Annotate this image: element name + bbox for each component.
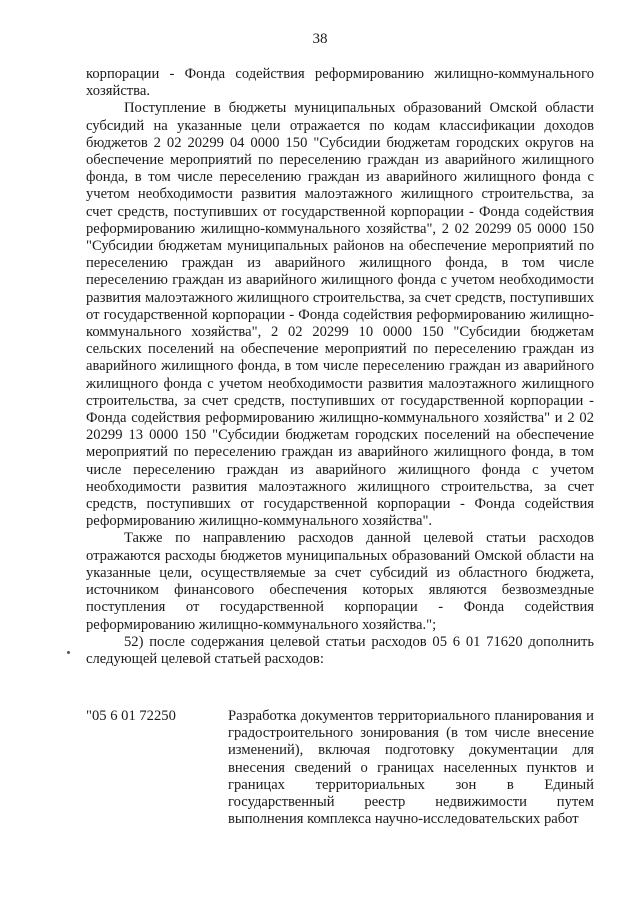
paragraph-item-52: 52) после содержания целевой статьи расходов 05 6 01 71620 дополнить следующей целевой статьей расходов: (86, 633, 594, 667)
paragraph-continuation: корпорации - Фонда содействия реформированию жилищно-коммунального хозяйства. (86, 66, 594, 100)
expense-entry-code: "05 6 01 72250 (86, 708, 176, 724)
paragraph-expenses: Также по направлению расходов данной целевой статьи расходов отражаются расходы бюджетов муниципальных образований Омской области на указанные цели, осуществляемые за счет субсидий из областного бюджета, источником финансового обеспечения которых являются безвозмездные поступления от государственной корпорации - Фонда содействия реформированию жилищно-коммунального хозяйства."; (86, 530, 594, 633)
margin-mark (67, 651, 70, 654)
document-body (86, 66, 594, 668)
paragraph-income-codes: Поступление в бюджеты муниципальных образований Омской области субсидий на указанные цели отражается по кодам классификации доходов бюджетов 2 02 20299 04 0000 150 "Субсидии бюджетам городских округов на обеспечение мероприятий по переселению граждан из аварийного жилищного фонда, в том числе переселению граждан из аварийного жилищного фонда с учетом необходимости развития малоэтажного жилищного строительства, за счет средств, поступивших от государственной корпорации - Фонда содействия реформированию жилищно-коммунального хозяйства", 2 02 20299 05 0000 150 "Субсидии бюджетам муниципальных районов на обеспечение мероприятий по переселению граждан из аварийного жилищного фонда, в том числе переселению граждан из аварийного жилищного фонда с учетом необходимости развития малоэтажного жилищного строительства, за счет средств, поступивших от государственной корпорации - Фонда содействия реформированию жилищно-коммунального хозяйства", 2 02 20299 10 0000 150 "Субсидии бюджетам сельских поселений на обеспечение мероприятий по переселению граждан из аварийного жилищного фонда, в том числе переселению граждан из аварийного жилищного фонда с учетом необходимости развития малоэтажного жилищного строительства, за счет средств, поступивших от государственной корпорации - Фонда содействия реформированию жилищно-коммунального хозяйства" и 2 02 20299 13 0000 150 "Субсидии бюджетам городских поселений на обеспечение мероприятий по переселению граждан из аварийного жилищного фонда, в том числе переселению граждан из аварийного жилищного фонда с учетом необходимости развития малоэтажного жилищного строительства, за счет средств, поступивших от государственной корпорации - Фонда содействия реформированию жилищно-коммунального хозяйства". (86, 100, 594, 530)
expense-entry-description: Разработка документов территориального планирования и градостроительного зонирования (в том числе внесение изменений), включая подготовку документации для внесения сведений о границах населенных пунктов и границах территориальных зон в Единый государственный реестр недвижимости путем выполнения комплекса научно-исследовательских работ (228, 708, 594, 828)
page-number: 38 (312, 31, 328, 47)
